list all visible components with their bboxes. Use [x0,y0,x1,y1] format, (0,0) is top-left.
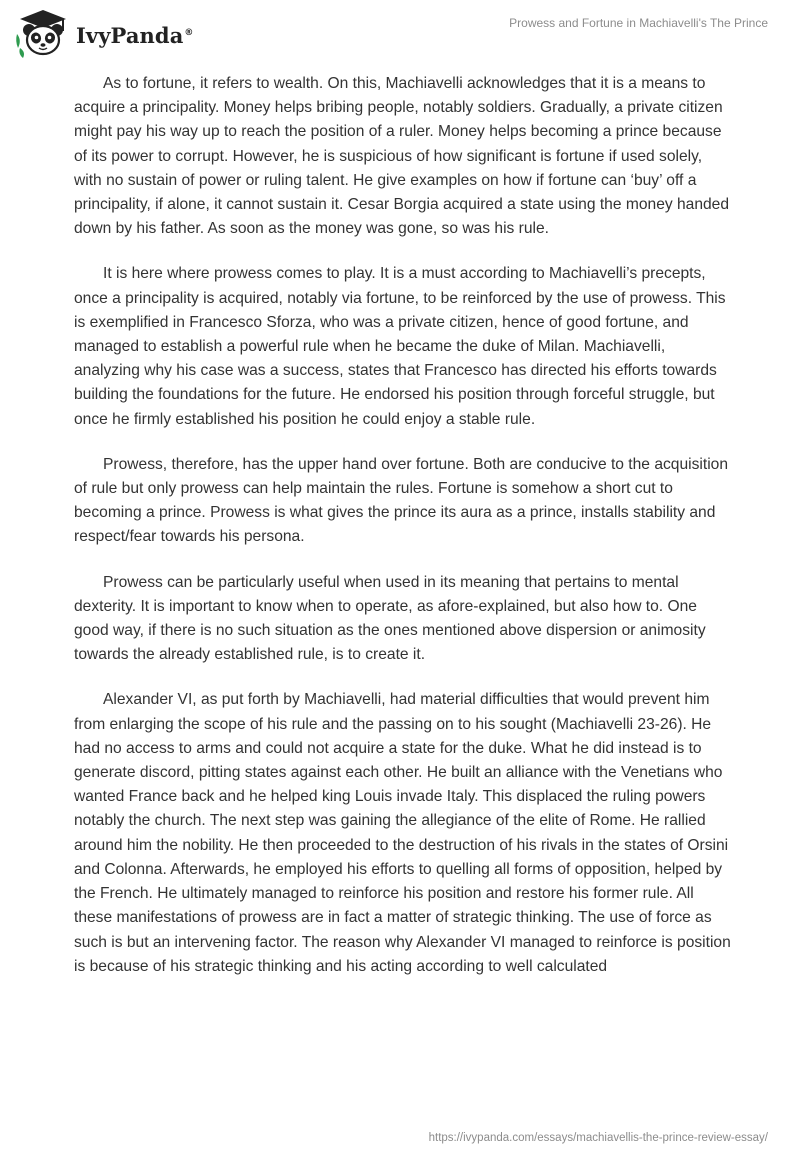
brand-name-text: IvyPanda [76,22,184,48]
paragraph: As to fortune, it refers to wealth. On this, Machiavelli acknowledges that it is a means to acquire a principality. Money helps bribing people, notably soldiers. Gradually, a private citizen might pay his way up to reach the position of a ruler. Money helps becoming a prince because of its power to corrupt. However, he is suspicious of how significant is fortune if used solely, with no sustain of power or ruling talent. He give examples on how if fortune can ‘buy’ off a principality, if alone, it cannot sustain it. Cesar Borgia acquired a state using the money handed down by his father. As soon as the money was gone, so was his rule. [74,75,730,238]
registered-mark: ® [184,27,194,38]
paragraph: Alexander VI, as put forth by Machiavelli, had material difficulties that would prevent him from enlarging the scope of his rule and the passing on to his sought (Machiavelli 23-26). He had no access to arms and could not acquire a state for the duke. What he did instead is to generate discord, pitting states against each other. He built an alliance with the Venetians who wanted France back and he helped king Louis invade Italy. This displaced the ruling powers notably the church. The next step was gaining the allegiance of the elite of Rome. He rallied around him the nobility. He then proceeded to the destruction of his rivals in the states of Orsini and Colonna. Afterwards, he employed his efforts to quelling all forms of opposition, helped by the French. He ultimately managed to reinforce his position and restore his former rule. All these manifestations of prowess are in fact a matter of strategic thinking. The use of force as such is but an intervening factor. The reason why Alexander VI managed to reinforce is position is because of his strategic thinking and his acting according to well calculated [74,691,731,975]
paragraph: Prowess can be particularly useful when used in its meaning that pertains to mental dexterity. It is important to know when to operate, as afore-explained, but also how to. One good way, if there is no such situation as the ones mentioned above dispersion or animosity towards the already established rule, is to create it. [74,573,706,664]
brand-name [76,23,194,48]
essay-body [74,72,734,1000]
ivypanda-logo[interactable] [14,8,194,60]
document-title: Prowess and Fortune in Machiavelli's The Prince [509,16,768,30]
source-url-link[interactable]: https://ivypanda.com/essays/machiavellis-the-prince-review-essay/ [428,1132,768,1144]
paragraph: It is here where prowess comes to play. It is a must according to Machiavelli’s precepts, once a principality is acquired, notably via fortune, to be reinforced by the use of prowess. This is exemplified in Francesco Sforza, who was a private citizen, hence of good fortune, and managed to establish a powerful rule when he became the duke of Milan. Machiavelli, analyzing why his case was a success, states that Francesco has directed his efforts towards building the foundations for the future. He endorsed his position through forceful struggle, but once he firmly established his position he could enjoy a stable rule. [74,265,726,428]
page-header [0,0,800,70]
panda-graduate-logo-icon [14,8,72,60]
paragraph: Prowess, therefore, has the upper hand over fortune. Both are conducive to the acquisition of rule but only prowess can help maintain the rules. Fortune is somehow a short cut to becoming a prince. Prowess is what gives the prince its aura as a prince, installs stability and respect/fear towards his persona. [74,455,728,546]
